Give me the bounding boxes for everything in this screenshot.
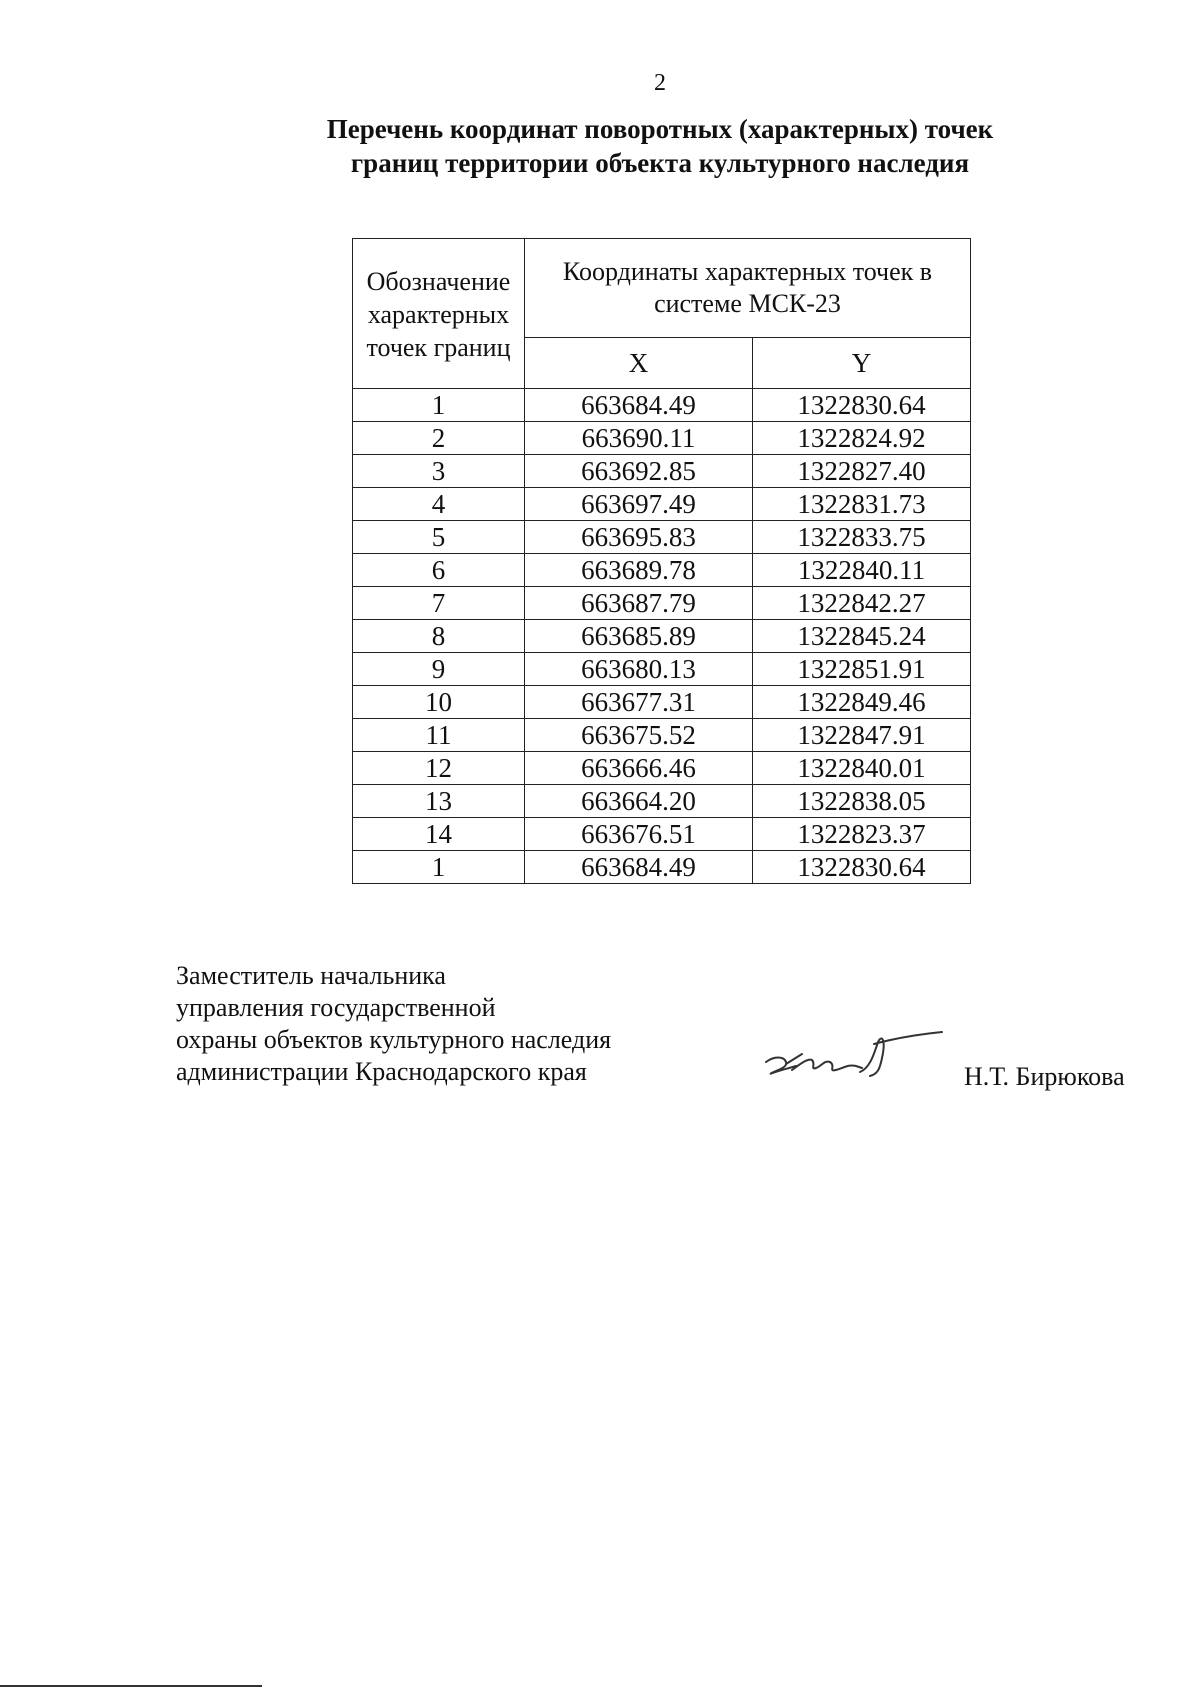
cell-x: 663692.85 bbox=[525, 455, 753, 488]
cell-x: 663695.83 bbox=[525, 521, 753, 554]
cell-point: 10 bbox=[353, 686, 525, 719]
document-title bbox=[0, 112, 1200, 180]
coordinates-table bbox=[352, 238, 971, 884]
table-row bbox=[353, 554, 971, 587]
cell-y: 1322830.64 bbox=[753, 851, 971, 884]
title-line-2: границ территории объекта культурного наследия bbox=[350, 148, 970, 178]
y-header: Y bbox=[753, 338, 971, 389]
position-line-2: управления государственной bbox=[176, 993, 496, 1022]
table-row bbox=[353, 587, 971, 620]
cell-x: 663680.13 bbox=[525, 653, 753, 686]
table-row bbox=[353, 620, 971, 653]
cell-y: 1322833.75 bbox=[753, 521, 971, 554]
cell-y: 1322847.91 bbox=[753, 719, 971, 752]
table-row bbox=[353, 521, 971, 554]
cell-y: 1322840.01 bbox=[753, 752, 971, 785]
table-row bbox=[353, 653, 971, 686]
cell-y: 1322842.27 bbox=[753, 587, 971, 620]
cell-y: 1322845.24 bbox=[753, 620, 971, 653]
cell-point: 3 bbox=[353, 455, 525, 488]
table-row bbox=[353, 686, 971, 719]
coordinates-table-body bbox=[353, 389, 971, 884]
cell-point: 5 bbox=[353, 521, 525, 554]
cell-y: 1322838.05 bbox=[753, 785, 971, 818]
cell-point: 4 bbox=[353, 488, 525, 521]
table-row bbox=[353, 488, 971, 521]
table-row bbox=[353, 422, 971, 455]
title-line-1: Перечень координат поворотных (характерных) точек bbox=[326, 114, 994, 144]
position-line-1: Заместитель начальника bbox=[176, 961, 446, 990]
cell-x: 663664.20 bbox=[525, 785, 753, 818]
cell-point: 12 bbox=[353, 752, 525, 785]
coordinates-header bbox=[525, 239, 971, 338]
cell-y: 1322840.11 bbox=[753, 554, 971, 587]
table-row bbox=[353, 455, 971, 488]
cell-point: 1 bbox=[353, 389, 525, 422]
cell-point: 13 bbox=[353, 785, 525, 818]
cell-x: 663675.52 bbox=[525, 719, 753, 752]
cell-point: 7 bbox=[353, 587, 525, 620]
cell-y: 1322851.91 bbox=[753, 653, 971, 686]
x-header: X bbox=[525, 338, 753, 389]
cell-x: 663690.11 bbox=[525, 422, 753, 455]
cell-point: 14 bbox=[353, 818, 525, 851]
cell-x: 663676.51 bbox=[525, 818, 753, 851]
cell-point: 8 bbox=[353, 620, 525, 653]
signatory-position bbox=[176, 960, 611, 1088]
cell-y: 1322823.37 bbox=[753, 818, 971, 851]
coordinates-header-text: Координаты характерных точек в системе МСК-23 bbox=[562, 257, 933, 318]
cell-y: 1322831.73 bbox=[753, 488, 971, 521]
cell-point: 1 bbox=[353, 851, 525, 884]
position-line-4: администрации Краснодарского края bbox=[176, 1057, 587, 1086]
cell-x: 663684.49 bbox=[525, 851, 753, 884]
cell-point: 9 bbox=[353, 653, 525, 686]
cell-x: 663684.49 bbox=[525, 389, 753, 422]
cell-y: 1322830.64 bbox=[753, 389, 971, 422]
cell-x: 663666.46 bbox=[525, 752, 753, 785]
cell-x: 663697.49 bbox=[525, 488, 753, 521]
cell-point: 2 bbox=[353, 422, 525, 455]
cell-point: 6 bbox=[353, 554, 525, 587]
page-number: 2 bbox=[654, 70, 666, 96]
footer-rule bbox=[0, 1685, 262, 1687]
signer-name: Н.Т. Бирюкова bbox=[964, 1062, 1125, 1091]
handwritten-signature bbox=[756, 1024, 946, 1094]
designation-header-text: Обозначение характерных точек границ bbox=[366, 267, 511, 362]
cell-y: 1322824.92 bbox=[753, 422, 971, 455]
table-row bbox=[353, 851, 971, 884]
cell-x: 663687.79 bbox=[525, 587, 753, 620]
table-row bbox=[353, 719, 971, 752]
cell-x: 663685.89 bbox=[525, 620, 753, 653]
position-line-3: охраны объектов культурного наследия bbox=[176, 1025, 612, 1054]
cell-point: 11 bbox=[353, 719, 525, 752]
designation-header bbox=[353, 239, 525, 389]
cell-x: 663689.78 bbox=[525, 554, 753, 587]
table-row bbox=[353, 752, 971, 785]
cell-y: 1322849.46 bbox=[753, 686, 971, 719]
cell-x: 663677.31 bbox=[525, 686, 753, 719]
table-row bbox=[353, 785, 971, 818]
table-row bbox=[353, 389, 971, 422]
cell-y: 1322827.40 bbox=[753, 455, 971, 488]
table-row bbox=[353, 818, 971, 851]
